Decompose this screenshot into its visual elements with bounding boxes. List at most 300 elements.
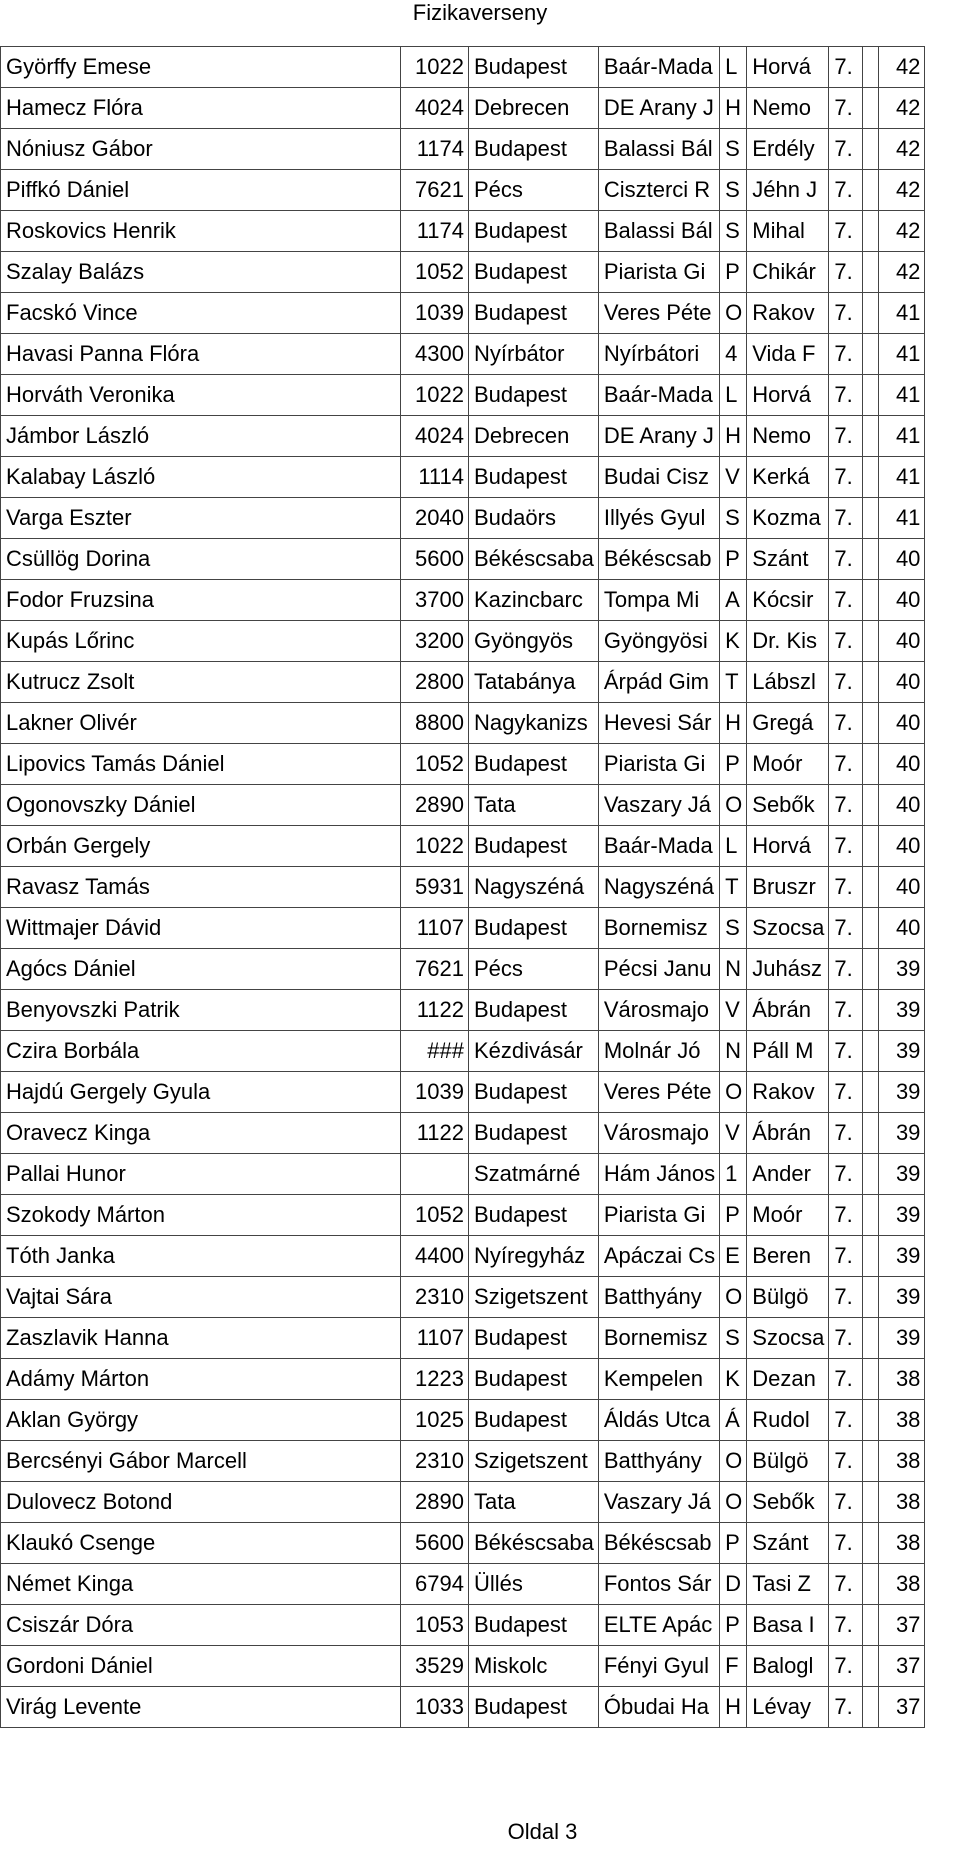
column-gap [863,457,879,498]
school-cell: DE Arany J [598,88,719,129]
column-gap [863,211,879,252]
grade-cell: 7. [829,88,863,129]
score-cell: 42 [879,252,925,293]
grade-cell: 7. [829,1318,863,1359]
postal-code-cell: 1039 [401,1072,469,1113]
student-name-cell: Fodor Fruzsina [1,580,401,621]
postal-code-cell: 1223 [401,1359,469,1400]
column-gap [863,1605,879,1646]
city-cell: Tata [469,1482,599,1523]
table-row [1,211,925,252]
school-cell: Piarista Gi [598,1195,719,1236]
school-cell: ELTE Apác [598,1605,719,1646]
postal-code-cell: 3529 [401,1646,469,1687]
school-code-cell: S [720,908,747,949]
table-row [1,908,925,949]
score-cell: 40 [879,785,925,826]
page-number: Oldal 3 [507,1819,578,1844]
school-code-cell: O [720,1482,747,1523]
school-cell: Vaszary Já [598,785,719,826]
table-row [1,498,925,539]
school-cell: Városmajo [598,1113,719,1154]
city-cell: Szigetszent [469,1277,599,1318]
table-row [1,662,925,703]
postal-code-cell: 2890 [401,1482,469,1523]
grade-cell: 7. [829,580,863,621]
school-cell: Molnár Jó [598,1031,719,1072]
postal-code-cell: 1053 [401,1605,469,1646]
grade-cell: 7. [829,47,863,88]
teacher-cell: Dezan [747,1359,829,1400]
grade-cell: 7. [829,867,863,908]
postal-code-cell: 4024 [401,88,469,129]
school-cell: Nyírbátori [598,334,719,375]
teacher-cell: Páll M [747,1031,829,1072]
city-cell: Budapest [469,252,599,293]
column-gap [863,1318,879,1359]
city-cell: Debrecen [469,416,599,457]
teacher-cell: Szocsa [747,908,829,949]
school-cell: Veres Péte [598,293,719,334]
student-name-cell: Jámbor László [1,416,401,457]
school-cell: Óbudai Ha [598,1687,719,1728]
student-name-cell: Ravasz Tamás [1,867,401,908]
column-gap [863,1482,879,1523]
postal-code-cell: 4400 [401,1236,469,1277]
student-name-cell: Szalay Balázs [1,252,401,293]
student-name-cell: Tóth Janka [1,1236,401,1277]
column-gap [863,580,879,621]
column-gap [863,47,879,88]
score-cell: 41 [879,293,925,334]
score-cell: 42 [879,170,925,211]
student-name-cell: Oravecz Kinga [1,1113,401,1154]
table-row [1,621,925,662]
postal-code-cell: 1114 [401,457,469,498]
teacher-cell: Horvá [747,47,829,88]
school-code-cell: H [720,416,747,457]
table-row [1,1400,925,1441]
document-title: Fizikaverseny [412,0,548,25]
city-cell: Budapest [469,375,599,416]
column-gap [863,1154,879,1195]
teacher-cell: Bruszr [747,867,829,908]
student-name-cell: Orbán Gergely [1,826,401,867]
city-cell: Budapest [469,1400,599,1441]
postal-code-cell: 2800 [401,662,469,703]
score-cell: 39 [879,990,925,1031]
student-name-cell: Facskó Vince [1,293,401,334]
grade-cell: 7. [829,539,863,580]
column-gap [863,1277,879,1318]
student-name-cell: Csüllög Dorina [1,539,401,580]
column-gap [863,1113,879,1154]
table-row [1,1687,925,1728]
school-cell: Piarista Gi [598,252,719,293]
grade-cell: 7. [829,826,863,867]
school-code-cell: L [720,826,747,867]
grade-cell: 7. [829,785,863,826]
school-cell: Ciszterci R [598,170,719,211]
score-cell: 39 [879,949,925,990]
school-cell: Békéscsab [598,539,719,580]
table-row [1,1113,925,1154]
column-gap [863,1195,879,1236]
city-cell: Budapest [469,826,599,867]
city-cell: Debrecen [469,88,599,129]
postal-code-cell: 1039 [401,293,469,334]
postal-code-cell: 5600 [401,1523,469,1564]
city-cell: Budapest [469,129,599,170]
grade-cell: 7. [829,1072,863,1113]
table-row [1,170,925,211]
teacher-cell: Dr. Kis [747,621,829,662]
grade-cell: 7. [829,1031,863,1072]
city-cell: Budapest [469,908,599,949]
column-gap [863,539,879,580]
column-gap [863,334,879,375]
postal-code-cell: 1122 [401,1113,469,1154]
table-row [1,334,925,375]
city-cell: Budapest [469,1687,599,1728]
grade-cell: 7. [829,1646,863,1687]
column-gap [863,826,879,867]
school-code-cell: P [720,744,747,785]
school-cell: Baár-Mada [598,47,719,88]
postal-code-cell: 1174 [401,211,469,252]
table-row [1,1564,925,1605]
postal-code-cell: ### [401,1031,469,1072]
column-gap [863,1400,879,1441]
city-cell: Budapest [469,744,599,785]
city-cell: Gyöngyös [469,621,599,662]
city-cell: Budapest [469,1605,599,1646]
teacher-cell: Chikár [747,252,829,293]
student-name-cell: Kutrucz Zsolt [1,662,401,703]
school-code-cell: O [720,1441,747,1482]
student-name-cell: Gordoni Dániel [1,1646,401,1687]
student-name-cell: Szokody Márton [1,1195,401,1236]
postal-code-cell: 5600 [401,539,469,580]
city-cell: Kazincbarc [469,580,599,621]
postal-code-cell: 1052 [401,1195,469,1236]
score-cell: 40 [879,744,925,785]
teacher-cell: Balogl [747,1646,829,1687]
column-gap [863,744,879,785]
school-cell: Fényi Gyul [598,1646,719,1687]
score-cell: 39 [879,1277,925,1318]
city-cell: Pécs [469,949,599,990]
student-name-cell: Pallai Hunor [1,1154,401,1195]
student-name-cell: Virág Levente [1,1687,401,1728]
school-code-cell: 4 [720,334,747,375]
city-cell: Szatmárné [469,1154,599,1195]
school-cell: Tompa Mi [598,580,719,621]
column-gap [863,88,879,129]
school-cell: Baár-Mada [598,375,719,416]
score-cell: 37 [879,1605,925,1646]
postal-code-cell: 7621 [401,170,469,211]
school-code-cell: V [720,457,747,498]
school-cell: Városmajo [598,990,719,1031]
grade-cell: 7. [829,744,863,785]
score-cell: 42 [879,129,925,170]
grade-cell: 7. [829,1113,863,1154]
table-row [1,867,925,908]
column-gap [863,1523,879,1564]
school-code-cell: T [720,662,747,703]
city-cell: Nyíregyház [469,1236,599,1277]
city-cell: Békéscsaba [469,1523,599,1564]
school-code-cell: V [720,990,747,1031]
teacher-cell: Tasi Z [747,1564,829,1605]
teacher-cell: Erdély [747,129,829,170]
column-gap [863,785,879,826]
column-gap [863,498,879,539]
teacher-cell: Kócsir [747,580,829,621]
table-row [1,129,925,170]
column-gap [863,1646,879,1687]
score-cell: 40 [879,867,925,908]
grade-cell: 7. [829,1523,863,1564]
school-cell: Nagyszéná [598,867,719,908]
student-name-cell: Havasi Panna Flóra [1,334,401,375]
column-gap [863,252,879,293]
teacher-cell: Moór [747,1195,829,1236]
grade-cell: 7. [829,252,863,293]
school-code-cell: K [720,1359,747,1400]
teacher-cell: Horvá [747,826,829,867]
score-cell: 40 [879,539,925,580]
postal-code-cell: 1033 [401,1687,469,1728]
column-gap [863,416,879,457]
city-cell: Budaörs [469,498,599,539]
teacher-cell: Sebők [747,1482,829,1523]
score-cell: 39 [879,1236,925,1277]
student-name-cell: Hamecz Flóra [1,88,401,129]
student-name-cell: Lakner Olivér [1,703,401,744]
school-code-cell: N [720,1031,747,1072]
grade-cell: 7. [829,1277,863,1318]
grade-cell: 7. [829,1482,863,1523]
teacher-cell: Vida F [747,334,829,375]
score-cell: 40 [879,826,925,867]
column-gap [863,908,879,949]
school-code-cell: O [720,785,747,826]
school-code-cell: S [720,498,747,539]
school-code-cell: Á [720,1400,747,1441]
grade-cell: 7. [829,416,863,457]
city-cell: Budapest [469,1072,599,1113]
score-cell: 39 [879,1072,925,1113]
city-cell: Budapest [469,1195,599,1236]
student-name-cell: Czira Borbála [1,1031,401,1072]
column-gap [863,867,879,908]
score-cell: 37 [879,1646,925,1687]
student-name-cell: Wittmajer Dávid [1,908,401,949]
school-code-cell: P [720,252,747,293]
page-footer [0,1818,960,1846]
results-table-body [1,47,925,1728]
school-code-cell: L [720,375,747,416]
teacher-cell: Szánt [747,1523,829,1564]
teacher-cell: Lévay [747,1687,829,1728]
student-name-cell: Hajdú Gergely Gyula [1,1072,401,1113]
school-code-cell: 1 [720,1154,747,1195]
table-row [1,1031,925,1072]
table-row [1,293,925,334]
table-row [1,1523,925,1564]
school-code-cell: H [720,703,747,744]
student-name-cell: Ogonovszky Dániel [1,785,401,826]
postal-code-cell: 5931 [401,867,469,908]
school-code-cell: S [720,211,747,252]
postal-code-cell: 2040 [401,498,469,539]
student-name-cell: Zaszlavik Hanna [1,1318,401,1359]
score-cell: 40 [879,908,925,949]
student-name-cell: Roskovics Henrik [1,211,401,252]
table-row [1,1154,925,1195]
student-name-cell: Kalabay László [1,457,401,498]
school-code-cell: O [720,1072,747,1113]
school-code-cell: E [720,1236,747,1277]
student-name-cell: Aklan György [1,1400,401,1441]
grade-cell: 7. [829,334,863,375]
school-cell: Árpád Gim [598,662,719,703]
teacher-cell: Bülgö [747,1441,829,1482]
score-cell: 39 [879,1031,925,1072]
table-row [1,826,925,867]
table-row [1,703,925,744]
table-row [1,990,925,1031]
student-name-cell: Csiszár Dóra [1,1605,401,1646]
table-row [1,949,925,990]
postal-code-cell: 1052 [401,252,469,293]
school-cell: Áldás Utca [598,1400,719,1441]
grade-cell: 7. [829,949,863,990]
teacher-cell: Szánt [747,539,829,580]
student-name-cell: Györffy Emese [1,47,401,88]
column-gap [863,1687,879,1728]
postal-code-cell: 1022 [401,47,469,88]
student-name-cell: Adámy Márton [1,1359,401,1400]
grade-cell: 7. [829,457,863,498]
school-code-cell: V [720,1113,747,1154]
postal-code-cell: 2310 [401,1441,469,1482]
postal-code-cell: 2310 [401,1277,469,1318]
school-code-cell: P [720,539,747,580]
school-code-cell: S [720,129,747,170]
score-cell: 39 [879,1154,925,1195]
score-cell: 41 [879,457,925,498]
column-gap [863,1031,879,1072]
postal-code-cell: 1122 [401,990,469,1031]
teacher-cell: Gregá [747,703,829,744]
table-row [1,1482,925,1523]
school-code-cell: S [720,170,747,211]
grade-cell: 7. [829,1441,863,1482]
postal-code-cell: 3700 [401,580,469,621]
student-name-cell: Kupás Lőrinc [1,621,401,662]
school-cell: Balassi Bál [598,211,719,252]
column-gap [863,170,879,211]
teacher-cell: Sebők [747,785,829,826]
school-cell: Gyöngyösi [598,621,719,662]
city-cell: Budapest [469,1113,599,1154]
school-code-cell: P [720,1195,747,1236]
grade-cell: 7. [829,908,863,949]
table-row [1,88,925,129]
postal-code-cell: 4024 [401,416,469,457]
score-cell: 38 [879,1523,925,1564]
school-cell: Hám János [598,1154,719,1195]
grade-cell: 7. [829,1154,863,1195]
table-row [1,1236,925,1277]
school-code-cell: L [720,47,747,88]
grade-cell: 7. [829,498,863,539]
column-gap [863,1441,879,1482]
city-cell: Üllés [469,1564,599,1605]
table-row [1,1072,925,1113]
school-code-cell: T [720,867,747,908]
student-name-cell: Vajtai Sára [1,1277,401,1318]
teacher-cell: Juhász [747,949,829,990]
postal-code-cell: 7621 [401,949,469,990]
student-name-cell: Klaukó Csenge [1,1523,401,1564]
school-cell: Vaszary Já [598,1482,719,1523]
table-row [1,252,925,293]
teacher-cell: Horvá [747,375,829,416]
score-cell: 40 [879,580,925,621]
table-row [1,744,925,785]
grade-cell: 7. [829,1564,863,1605]
score-cell: 41 [879,498,925,539]
teacher-cell: Szocsa [747,1318,829,1359]
column-gap [863,621,879,662]
teacher-cell: Rakov [747,1072,829,1113]
school-cell: Veres Péte [598,1072,719,1113]
column-gap [863,662,879,703]
teacher-cell: Nemo [747,416,829,457]
school-cell: Békéscsab [598,1523,719,1564]
score-cell: 39 [879,1318,925,1359]
city-cell: Tatabánya [469,662,599,703]
column-gap [863,129,879,170]
postal-code-cell: 4300 [401,334,469,375]
teacher-cell: Ander [747,1154,829,1195]
teacher-cell: Basa I [747,1605,829,1646]
student-name-cell: Bercsényi Gábor Marcell [1,1441,401,1482]
city-cell: Budapest [469,211,599,252]
grade-cell: 7. [829,703,863,744]
student-name-cell: Piffkó Dániel [1,170,401,211]
school-cell: Pécsi Janu [598,949,719,990]
teacher-cell: Ábrán [747,990,829,1031]
school-code-cell: D [720,1564,747,1605]
school-cell: Bornemisz [598,908,719,949]
grade-cell: 7. [829,621,863,662]
city-cell: Budapest [469,1359,599,1400]
school-cell: Baár-Mada [598,826,719,867]
table-row [1,416,925,457]
score-cell: 39 [879,1195,925,1236]
school-code-cell: P [720,1523,747,1564]
grade-cell: 7. [829,211,863,252]
column-gap [863,1072,879,1113]
student-name-cell: Dulovecz Botond [1,1482,401,1523]
student-name-cell: Német Kinga [1,1564,401,1605]
student-name-cell: Varga Eszter [1,498,401,539]
